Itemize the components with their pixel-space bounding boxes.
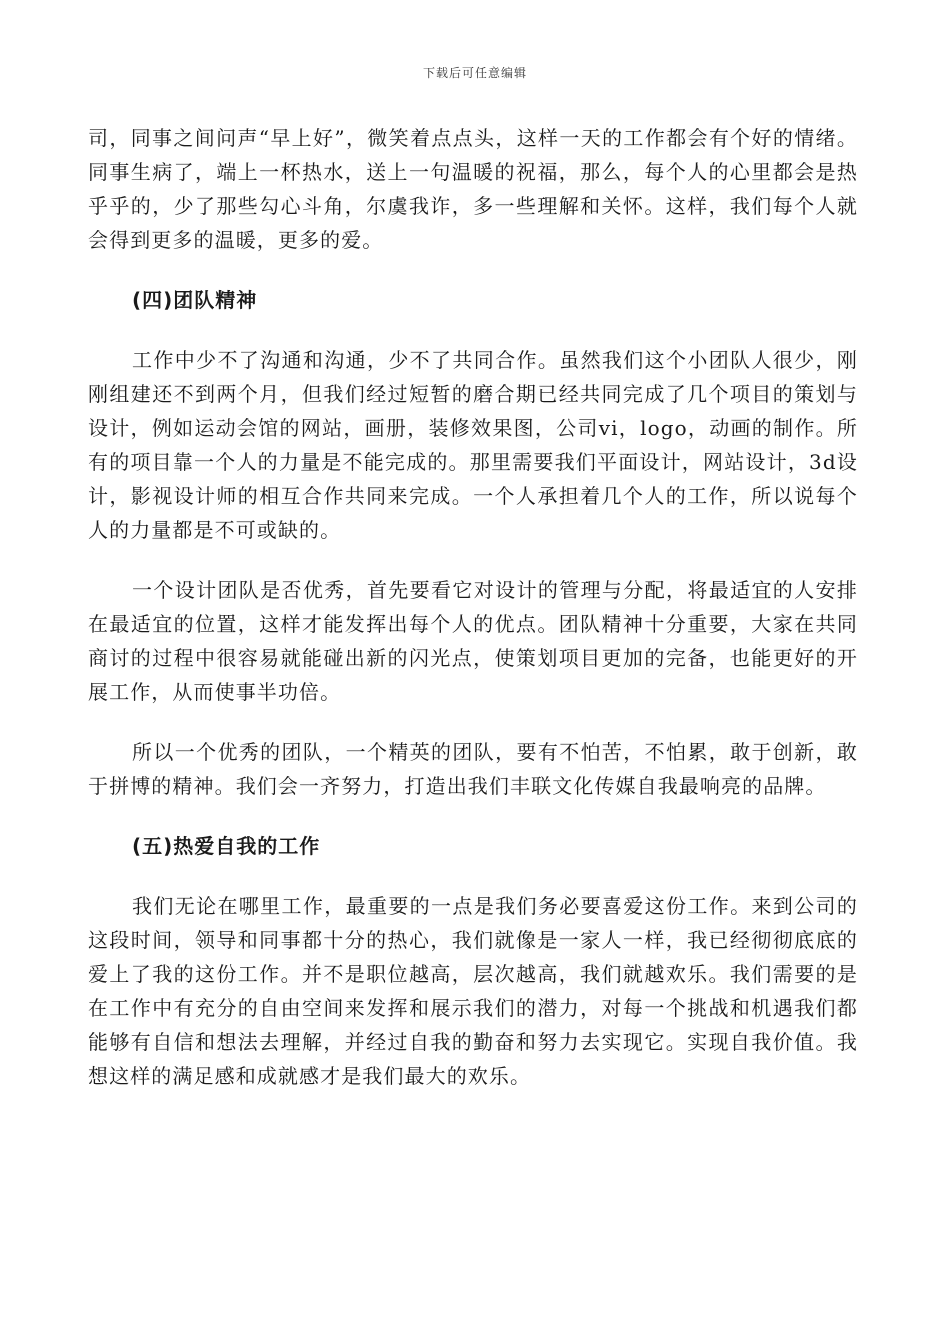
paragraph-love-work: 我们无论在哪里工作，最重要的一点是我们务必要喜爱这份工作。来到公司的这段时间，领导和同事都十分的热心，我们就像是一家人一样，我已经彻彻底底的爱上了我的这份工作。并不是职位越高，层次越高，我们就越欢乐。我们需要的是在工作中有充分的自由空间来发挥和展示我们的潜力，对每一个挑战和机遇我们都能够有自信和想法去理解，并经过自我的勤奋和努力去实现它。实现自我价值。我想这样的满足感和成就感才是我们最大的欢乐。: [88, 894, 858, 1088]
paragraph-team-excellence: 所以一个优秀的团队，一个精英的团队，要有不怕苦，不怕累，敢于创新，敢于拼博的精神。我们会一齐努力，打造出我们丰联文化传媒自我最响亮的品牌。: [88, 740, 858, 798]
document-body: [88, 121, 858, 1119]
paragraph-team-cooperation: 工作中少不了沟通和沟通，少不了共同合作。虽然我们这个小团队人很少，刚刚组建还不到两个月，但我们经过短暂的磨合期已经共同完成了几个项目的策划与设计，例如运动会馆的网站，画册，装修效果图，公司vi，logo，动画的制作。所有的项目靠一个人的力量是不能完成的。那里需要我们平面设计，网站设计，3d设计，影视设计师的相互合作共同来完成。一个人承担着几个人的工作，所以说每个人的力量都是不可或缺的。: [88, 348, 858, 542]
section-heading-love-work: (五)热爱自我的工作: [132, 834, 321, 858]
header-note: 下载后可任意编辑: [422, 66, 527, 80]
paragraph-colleague-warmth: 司，同事之间问声“早上好”，微笑着点点头，这样一天的工作都会有个好的情绪。同事生病了，端上一杯热水，送上一句温暖的祝福，那么，每个人的心里都会是热乎乎的，少了那些勾心斗角，尔虞我诈，多一些理解和关怀。这样，我们每个人就会得到更多的温暖，更多的爱。: [88, 126, 858, 252]
paragraph-team-management: 一个设计团队是否优秀，首先要看它对设计的管理与分配，将最适宜的人安排在最适宜的位置，这样才能发挥出每个人的优点。团队精神十分重要，大家在共同商讨的过程中很容易就能碰出新的闪光点，使策划项目更加的完备，也能更好的开展工作，从而使事半功倍。: [88, 578, 858, 704]
section-heading-team-spirit: (四)团队精神: [132, 288, 258, 312]
